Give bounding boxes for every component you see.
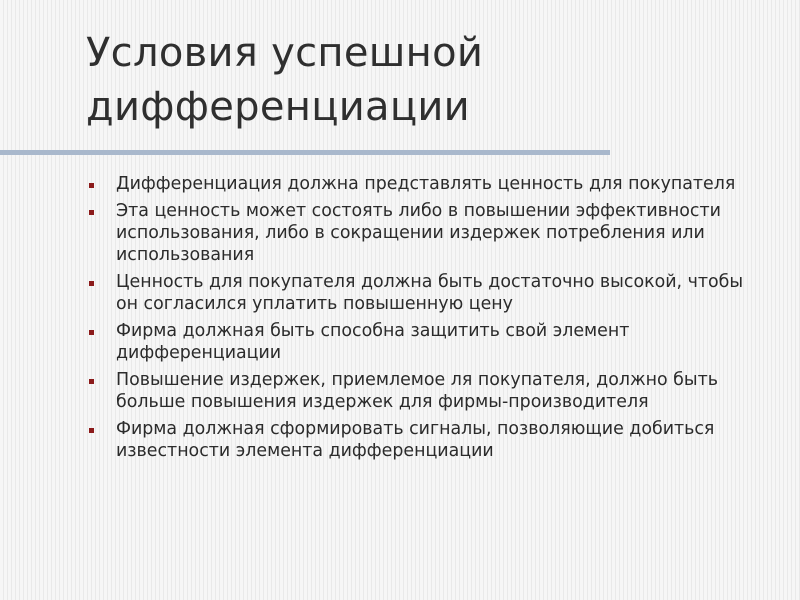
bullet-text: Повышение издержек, приемлемое ля покупателя, должно быть больше повышения издержек для фирмы-производителя <box>116 370 718 412</box>
bullet-item <box>86 418 766 462</box>
title-divider <box>0 150 610 155</box>
bullet-text: Фирма должная сформировать сигналы, позволяющие добиться известности элемента дифференциации <box>116 419 715 461</box>
square-bullet-icon <box>89 428 94 433</box>
square-bullet-icon <box>89 281 94 286</box>
slide-title <box>86 26 766 134</box>
bullet-text: Фирма должная быть способна защитить свой элемент дифференциации <box>116 321 630 363</box>
bullet-item <box>86 369 766 413</box>
bullet-item <box>86 271 766 315</box>
bullet-item <box>86 200 766 266</box>
bullet-list <box>86 173 766 467</box>
bullet-text: Ценность для покупателя должна быть достаточно высокой, чтобы он согласился уплатить повышенную цену <box>116 272 744 314</box>
bullet-item <box>86 173 766 195</box>
bullet-item <box>86 320 766 364</box>
bullet-text: Эта ценность может состоять либо в повышении эффективности использования, либо в сокращении издержек потребления или использования <box>116 201 721 265</box>
square-bullet-icon <box>89 183 94 188</box>
title-line-1: Условия успешной <box>86 30 484 76</box>
square-bullet-icon <box>89 210 94 215</box>
title-line-2: дифференциации <box>86 84 470 130</box>
square-bullet-icon <box>89 379 94 384</box>
bullet-text: Дифференциация должна представлять ценность для покупателя <box>116 174 736 194</box>
square-bullet-icon <box>89 330 94 335</box>
